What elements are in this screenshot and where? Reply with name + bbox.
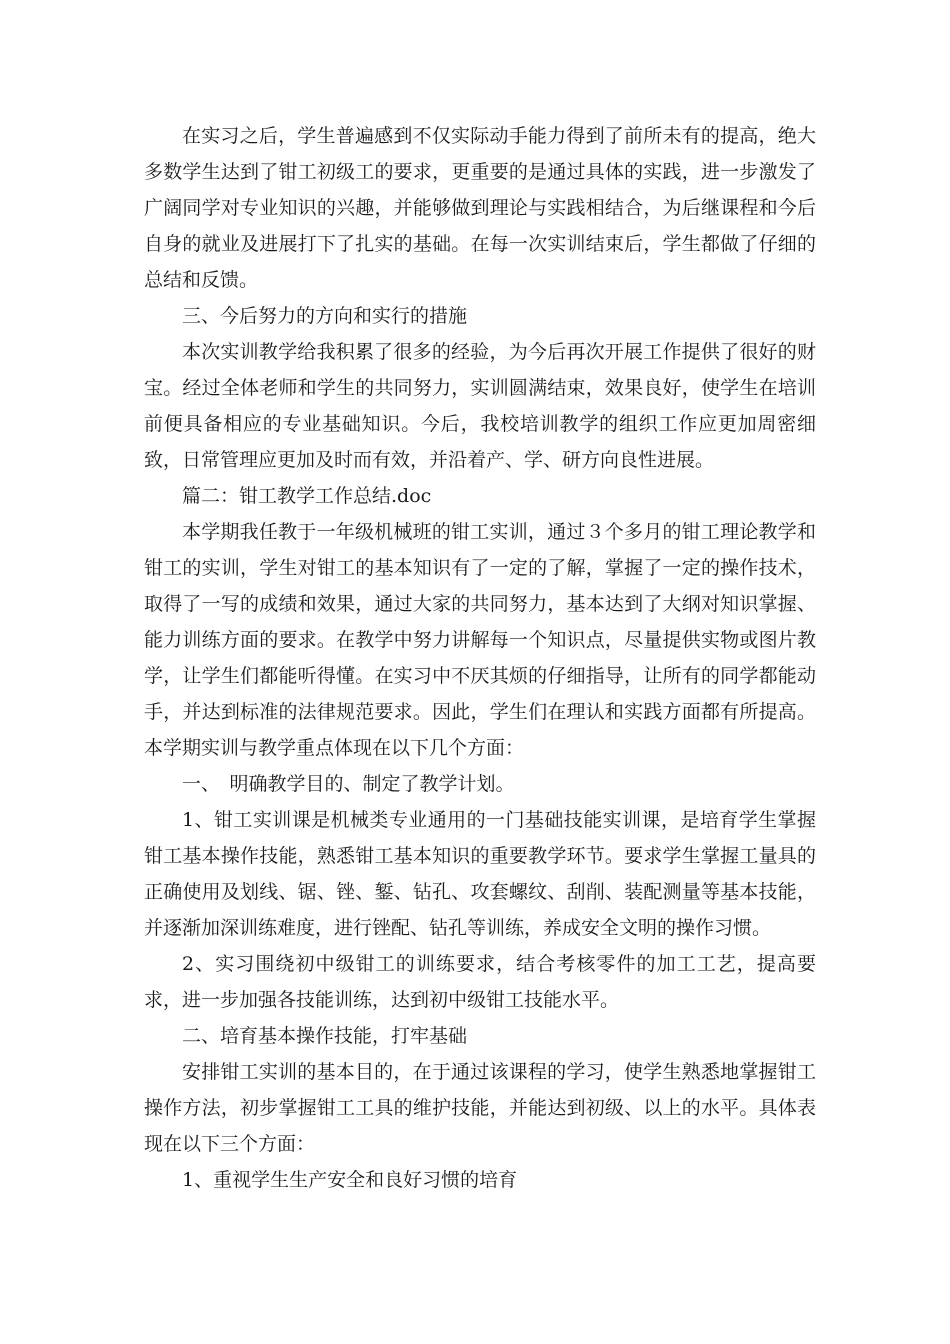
heading-part-two: 篇二：钳工教学工作总结.doc — [182, 485, 432, 507]
para-experience: 本次实训教学给我积累了很多的经验，为今后再次开展工作提供了很好的财宝。经过全体老师和学生的共同努力，实训圆满结束，效果良好，使学生在培训前便具备相应的专业基础知识。今后，我校培训教学的组织工作应更加周密细致，日常管理应更加及时而有效，并沿着产、学、研方向良性进展。 — [144, 341, 816, 471]
heading-safety-habits: 1、重视学生生产安全和良好习惯的培育 — [182, 1169, 518, 1191]
para-item-2: 2、实习围绕初中级钳工的训练要求，结合考核零件的加工工艺，提高要求，进一步加强各技能训练，达到初中级钳工技能水平。 — [144, 953, 816, 1011]
heading-basic-skills: 二、培育基本操作技能，打牢基础 — [182, 1025, 468, 1047]
para-basic-purpose: 安排钳工实训的基本目的，在于通过该课程的学习，使学生熟悉地掌握钳工操作方法，初步掌握钳工工具的维护技能，并能达到初级、以上的水平。具体表现在以下三个方面： — [144, 1061, 816, 1155]
heading-future-direction: 三、今后努力的方向和实行的措施 — [182, 305, 468, 327]
para-internship-results: 在实习之后，学生普遍感到不仅实际动手能力得到了前所未有的提高，绝大多数学生达到了钳工初级工的要求，更重要的是通过具体的实践，进一步激发了广阔同学对专业知识的兴趣，并能够做到理论与实践相结合，为后继课程和今后自身的就业及进展打下了扎实的基础。在每一次实训结束后，学生都做了仔细的总结和反馈。 — [144, 125, 816, 291]
document-body — [144, 118, 816, 1198]
para-item-1: 1、钳工实训课是机械类专业通用的一门基础技能实训课，是培育学生掌握钳工基本操作技能，熟悉钳工基本知识的重要教学环节。要求学生掌握工量具的正确使用及划线、锯、锉、錾、钻孔、攻套螺纹、刮削、装配测量等基本技能，并逐渐加深训练难度，进行锉配、钻孔等训练，养成安全文明的操作习惯。 — [144, 809, 816, 939]
heading-teaching-goal: 一、 明确教学目的、制定了教学计划。 — [182, 773, 515, 795]
para-semester-summary: 本学期我任教于一年级机械班的钳工实训，通过３个多月的钳工理论教学和钳工的实训，学生对钳工的基本知识有了一定的了解，掌握了一定的操作技术，取得了一写的成绩和效果，通过大家的共同努力，基本达到了大纲对知识掌握、能力训练方面的要求。在教学中努力讲解每一个知识点，尽量提供实物或图片教学，让学生们都能听得懂。在实习中不厌其烦的仔细指导，让所有的同学都能动手，并达到标准的法律规范要求。因此，学生们在理认和实践方面都有所提高。本学期实训与教学重点体现在以下几个方面： — [144, 521, 816, 759]
